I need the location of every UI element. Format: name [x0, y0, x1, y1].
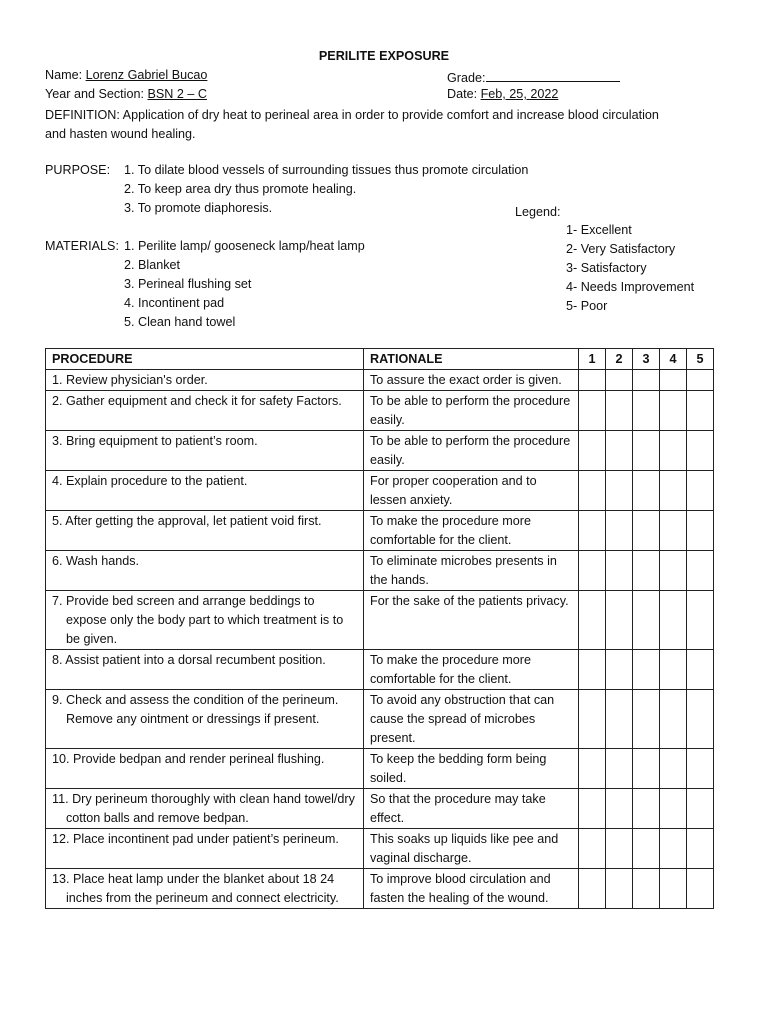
score-cell-3[interactable] [633, 749, 660, 789]
name-value: Lorenz Gabriel Bucao [85, 68, 208, 82]
header-score-1: 1 [579, 349, 606, 370]
purpose-label: PURPOSE: [45, 163, 111, 177]
score-cell-4[interactable] [660, 789, 687, 829]
score-cell-1[interactable] [579, 370, 606, 391]
legend-item-1: 1- Excellent [566, 223, 632, 237]
grade-blank [486, 68, 620, 82]
score-cell-1[interactable] [579, 869, 606, 909]
rationale-cell: To assure the exact order is given. [364, 370, 579, 391]
score-cell-3[interactable] [633, 370, 660, 391]
material-item-5: 5. Clean hand towel [124, 315, 236, 329]
rationale-cell: For the sake of the patients privacy. [364, 591, 579, 650]
score-cell-4[interactable] [660, 869, 687, 909]
score-cell-5[interactable] [687, 690, 714, 749]
table-row [46, 471, 714, 511]
score-cell-4[interactable] [660, 591, 687, 650]
procedure-cell: 5. After getting the approval, let patient void first. [46, 511, 364, 551]
score-cell-1[interactable] [579, 471, 606, 511]
score-cell-4[interactable] [660, 551, 687, 591]
score-cell-1[interactable] [579, 749, 606, 789]
rationale-cell: To be able to perform the procedure easily. [364, 431, 579, 471]
rationale-cell: To avoid any obstruction that can cause the spread of microbes present. [364, 690, 579, 749]
header-score-2: 2 [606, 349, 633, 370]
procedure-table [45, 348, 714, 909]
rationale-cell: So that the procedure may take effect. [364, 789, 579, 829]
score-cell-4[interactable] [660, 370, 687, 391]
rationale-cell: This soaks up liquids like pee and vaginal discharge. [364, 829, 579, 869]
score-cell-3[interactable] [633, 789, 660, 829]
legend-item-4: 4- Needs Improvement [566, 280, 695, 294]
table-row [46, 370, 714, 391]
score-cell-3[interactable] [633, 391, 660, 431]
table-header-row [46, 349, 714, 370]
score-cell-5[interactable] [687, 471, 714, 511]
purpose-item-1: 1. To dilate blood vessels of surrounding tissues thus promote circulation [124, 163, 529, 177]
score-cell-5[interactable] [687, 829, 714, 869]
name-line [45, 68, 207, 82]
table-row [46, 789, 714, 829]
material-item-4: 4. Incontinent pad [124, 296, 225, 310]
score-cell-5[interactable] [687, 370, 714, 391]
score-cell-3[interactable] [633, 551, 660, 591]
header-score-3: 3 [633, 349, 660, 370]
score-cell-4[interactable] [660, 511, 687, 551]
score-cell-4[interactable] [660, 690, 687, 749]
header-score-5: 5 [687, 349, 714, 370]
score-cell-2[interactable] [606, 370, 633, 391]
table-row [46, 869, 714, 909]
legend-item-3: 3- Satisfactory [566, 261, 647, 275]
table-row [46, 749, 714, 789]
score-cell-1[interactable] [579, 690, 606, 749]
score-cell-5[interactable] [687, 749, 714, 789]
procedure-cell: 4. Explain procedure to the patient. [46, 471, 364, 511]
year-label: Year and Section: [45, 87, 144, 101]
procedure-cell: 12. Place incontinent pad under patient’s perineum. [46, 829, 364, 869]
score-cell-2[interactable] [606, 869, 633, 909]
header-score-4: 4 [660, 349, 687, 370]
score-cell-1[interactable] [579, 650, 606, 690]
material-item-2: 2. Blanket [124, 258, 181, 272]
header-procedure: PROCEDURE [46, 349, 364, 370]
score-cell-3[interactable] [633, 431, 660, 471]
score-cell-5[interactable] [687, 431, 714, 471]
table-body [46, 370, 714, 909]
score-cell-4[interactable] [660, 391, 687, 431]
score-cell-4[interactable] [660, 471, 687, 511]
definition: DEFINITION: Application of dry heat to perineal area in order to provide comfort and increase blood circulation and hasten wound healing. [45, 108, 659, 141]
procedure-cell: 9. Check and assess the condition of the perineum. Remove any ointment or dressings if present. [46, 690, 364, 749]
score-cell-1[interactable] [579, 391, 606, 431]
grade-label: Grade: [447, 71, 486, 85]
score-cell-1[interactable] [579, 511, 606, 551]
rationale-cell: To improve blood circulation and fasten the healing of the wound. [364, 869, 579, 909]
score-cell-3[interactable] [633, 829, 660, 869]
rationale-cell: To eliminate microbes presents in the hands. [364, 551, 579, 591]
score-cell-2[interactable] [606, 690, 633, 749]
procedure-cell: 6. Wash hands. [46, 551, 364, 591]
score-cell-3[interactable] [633, 869, 660, 909]
table-row [46, 591, 714, 650]
score-cell-1[interactable] [579, 431, 606, 471]
table-row [46, 511, 714, 551]
grade-line [447, 68, 620, 85]
date-label: Date: [447, 87, 478, 101]
procedure-cell: 3. Bring equipment to patient’s room. [46, 431, 364, 471]
purpose-item-3: 3. To promote diaphoresis. [124, 201, 273, 215]
score-cell-2[interactable] [606, 471, 633, 511]
procedure-cell: 7. Provide bed screen and arrange beddings to expose only the body part to which treatment is to be given. [46, 591, 364, 650]
score-cell-5[interactable] [687, 391, 714, 431]
score-cell-2[interactable] [606, 749, 633, 789]
procedure-cell: 11. Dry perineum thoroughly with clean hand towel/dry cotton balls and remove bedpan. [46, 789, 364, 829]
rationale-cell: To keep the bedding form being soiled. [364, 749, 579, 789]
legend-item-2: 2- Very Satisfactory [566, 242, 676, 256]
purpose-item-2: 2. To keep area dry thus promote healing. [124, 182, 357, 196]
score-cell-5[interactable] [687, 591, 714, 650]
score-cell-5[interactable] [687, 789, 714, 829]
date-line [447, 87, 558, 101]
materials-label: MATERIALS: [45, 239, 119, 253]
header-rationale: RATIONALE [364, 349, 579, 370]
material-item-1: 1. Perilite lamp/ gooseneck lamp/heat lamp [124, 239, 365, 253]
score-cell-1[interactable] [579, 829, 606, 869]
score-cell-2[interactable] [606, 591, 633, 650]
score-cell-2[interactable] [606, 789, 633, 829]
legend-item-5: 5- Poor [566, 299, 608, 313]
year-value: BSN 2 – C [147, 87, 207, 101]
score-cell-3[interactable] [633, 471, 660, 511]
procedure-cell: 10. Provide bedpan and render perineal flushing. [46, 749, 364, 789]
table-row [46, 391, 714, 431]
table-row [46, 690, 714, 749]
score-cell-5[interactable] [687, 551, 714, 591]
score-cell-2[interactable] [606, 551, 633, 591]
rationale-cell: To be able to perform the procedure easily. [364, 391, 579, 431]
table-row [46, 829, 714, 869]
material-item-3: 3. Perineal flushing set [124, 277, 252, 291]
table-row [46, 650, 714, 690]
score-cell-1[interactable] [579, 551, 606, 591]
score-cell-2[interactable] [606, 511, 633, 551]
document-title: PERILITE EXPOSURE [318, 49, 450, 63]
score-cell-1[interactable] [579, 789, 606, 829]
name-label: Name: [45, 68, 83, 82]
score-cell-4[interactable] [660, 650, 687, 690]
procedure-cell: 8. Assist patient into a dorsal recumbent position. [46, 650, 364, 690]
score-cell-4[interactable] [660, 431, 687, 471]
score-cell-3[interactable] [633, 591, 660, 650]
procedure-cell: 1. Review physician's order. [46, 370, 364, 391]
score-cell-2[interactable] [606, 391, 633, 431]
score-cell-2[interactable] [606, 431, 633, 471]
procedure-cell: 2. Gather equipment and check it for safety Factors. [46, 391, 364, 431]
rationale-cell: To make the procedure more comfortable for the client. [364, 511, 579, 551]
score-cell-4[interactable] [660, 749, 687, 789]
score-cell-5[interactable] [687, 650, 714, 690]
rationale-cell: To make the procedure more comfortable for the client. [364, 650, 579, 690]
score-cell-2[interactable] [606, 829, 633, 869]
score-cell-2[interactable] [606, 650, 633, 690]
legend-label: Legend: [515, 205, 561, 219]
score-cell-3[interactable] [633, 690, 660, 749]
score-cell-5[interactable] [687, 511, 714, 551]
score-cell-3[interactable] [633, 511, 660, 551]
rationale-cell: For proper cooperation and to lessen anxiety. [364, 471, 579, 511]
score-cell-3[interactable] [633, 650, 660, 690]
table-row [46, 551, 714, 591]
score-cell-5[interactable] [687, 869, 714, 909]
date-value: Feb, 25, 2022 [480, 87, 559, 101]
score-cell-1[interactable] [579, 591, 606, 650]
table-row [46, 431, 714, 471]
year-line [45, 87, 207, 101]
score-cell-4[interactable] [660, 829, 687, 869]
procedure-cell: 13. Place heat lamp under the blanket about 18 24 inches from the perineum and connect electricity. [46, 869, 364, 909]
